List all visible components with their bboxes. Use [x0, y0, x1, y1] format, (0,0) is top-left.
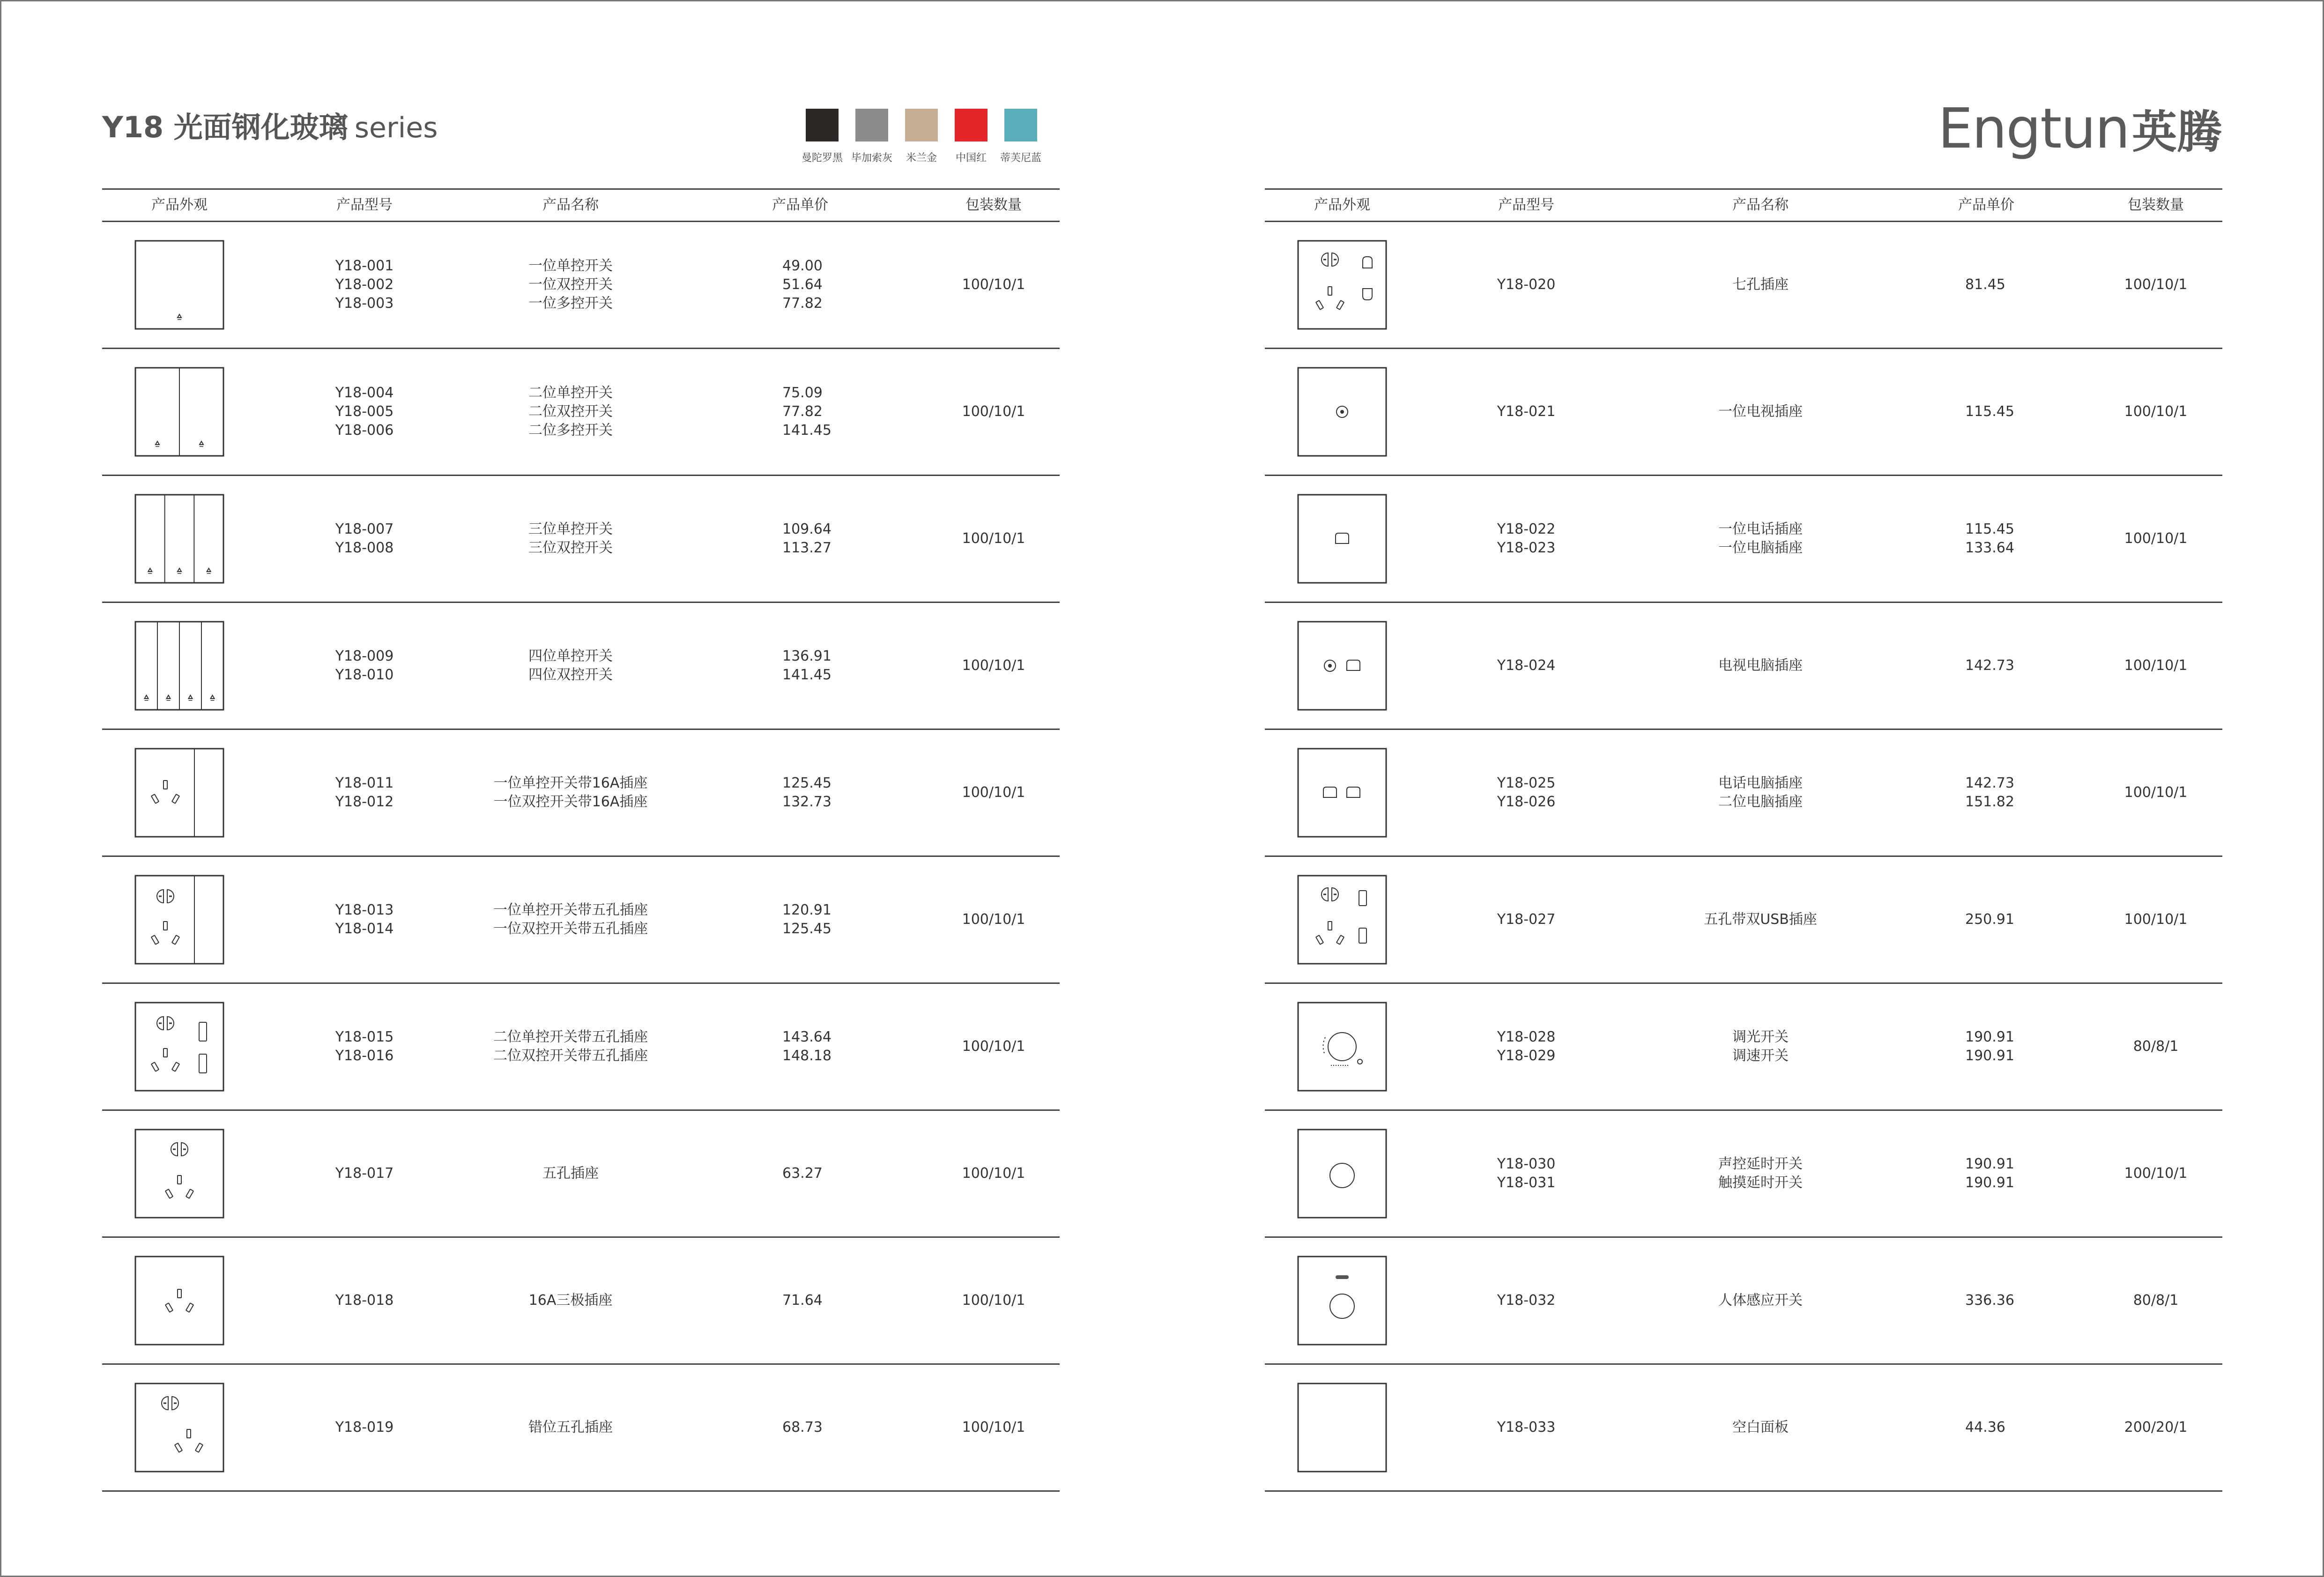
- name-cell-line: 调速开关: [1732, 1048, 1789, 1064]
- pack-cell: [2124, 857, 2188, 982]
- model-cell: [1497, 349, 1556, 475]
- model-cell: [1497, 730, 1556, 855]
- name-cell: [1718, 730, 1803, 855]
- model-cell-line: Y18-018: [335, 1292, 394, 1309]
- model-cell-line: Y18-029: [1497, 1048, 1556, 1064]
- model-cell-line: Y18-023: [1497, 540, 1556, 556]
- product-table-right: [1265, 188, 2222, 1492]
- model-cell: [1497, 1238, 1556, 1363]
- price-cell: [782, 857, 832, 982]
- model-cell: [1497, 984, 1556, 1109]
- pack-cell: [962, 1238, 1025, 1363]
- price-cell-line: 77.82: [782, 403, 823, 420]
- name-cell: [528, 222, 613, 348]
- name-cell: [542, 1111, 599, 1236]
- model-cell: [335, 1365, 394, 1490]
- table-row: [1265, 1365, 2222, 1492]
- model-cell-line: Y18-013: [335, 902, 394, 918]
- table-row: [102, 857, 1060, 984]
- table-row: [102, 349, 1060, 476]
- name-cell-line: 一位单控开关带16A插座: [493, 775, 648, 791]
- price-cell-line: 77.82: [782, 295, 823, 312]
- model-cell-line: Y18-021: [1497, 403, 1556, 420]
- model-cell-line: Y18-028: [1497, 1029, 1556, 1045]
- motion-sensor-switch-panel-icon: [1297, 1256, 1387, 1346]
- name-cell: [1732, 1365, 1789, 1490]
- model-cell-line: Y18-024: [1497, 657, 1556, 674]
- name-cell-line: 三位双控开关: [528, 540, 613, 556]
- pack-cell-value: 100/10/1: [962, 1419, 1025, 1436]
- price-cell: [1965, 603, 2014, 729]
- pack-cell-value: 80/8/1: [2133, 1038, 2179, 1055]
- name-cell: [1704, 857, 1817, 982]
- brand-logo: [1938, 96, 2222, 161]
- price-cell: [1965, 222, 2005, 348]
- model-cell-line: Y18-007: [335, 521, 394, 537]
- price-cell: [782, 730, 832, 855]
- model-cell-line: Y18-015: [335, 1029, 394, 1045]
- name-cell: [493, 857, 648, 982]
- pack-cell-value: 100/10/1: [962, 657, 1025, 674]
- model-cell-line: Y18-026: [1497, 794, 1556, 810]
- pack-cell: [2124, 222, 2188, 348]
- pack-cell: [962, 857, 1025, 982]
- model-cell: [335, 1111, 394, 1236]
- name-cell-line: 五孔带双USB插座: [1704, 911, 1817, 928]
- model-cell-line: Y18-014: [335, 921, 394, 937]
- price-cell-line: 51.64: [782, 276, 823, 293]
- tv-computer-socket-panel-icon: [1297, 621, 1387, 711]
- price-cell-line: 142.73: [1965, 657, 2014, 674]
- price-cell-line: 151.82: [1965, 794, 2014, 810]
- model-cell: [335, 984, 394, 1109]
- one-gang-switch-panel-icon: [134, 240, 224, 330]
- price-cell: [1965, 1365, 2005, 1490]
- two-switch-with-five-hole-socket-panel-icon: [134, 1002, 224, 1092]
- pack-cell-value: 100/10/1: [2124, 276, 2188, 293]
- model-cell-line: Y18-022: [1497, 521, 1556, 537]
- model-cell: [335, 222, 394, 348]
- model-cell-line: Y18-011: [335, 775, 394, 791]
- model-cell: [1497, 1111, 1556, 1236]
- model-cell-line: Y18-009: [335, 648, 394, 664]
- model-cell-line: Y18-027: [1497, 911, 1556, 928]
- table-row: [1265, 984, 2222, 1111]
- pack-cell: [2124, 603, 2188, 729]
- model-cell-line: Y18-025: [1497, 775, 1556, 791]
- phone-computer-socket-panel-icon: [1297, 494, 1387, 584]
- tv-socket-panel-icon: [1297, 367, 1387, 457]
- price-cell-line: 142.73: [1965, 775, 2014, 791]
- price-cell-line: 113.27: [782, 540, 832, 556]
- pack-cell: [962, 476, 1025, 602]
- three-gang-switch-panel-icon: [134, 494, 224, 584]
- model-cell: [335, 857, 394, 982]
- model-cell: [1497, 603, 1556, 729]
- header-name: 产品名称: [542, 197, 599, 213]
- pack-cell: [2133, 1238, 2179, 1363]
- model-cell-line: Y18-002: [335, 276, 394, 293]
- name-cell-line: 16A三极插座: [528, 1292, 613, 1309]
- model-cell-line: Y18-031: [1497, 1175, 1556, 1191]
- model-cell-line: Y18-030: [1497, 1156, 1556, 1172]
- name-cell: [529, 1238, 613, 1363]
- pack-cell: [962, 349, 1025, 475]
- brand-logo-cjk: 英腾: [2132, 106, 2222, 158]
- color-swatch-box: [1004, 109, 1037, 141]
- name-cell: [1718, 349, 1803, 475]
- model-cell: [1497, 476, 1556, 602]
- name-cell-line: 一位单控开关: [528, 258, 613, 274]
- color-swatch-box: [806, 109, 839, 141]
- name-cell-line: 人体感应开关: [1718, 1292, 1803, 1309]
- color-swatch-name: 中国红: [955, 152, 987, 164]
- price-cell-line: 75.09: [782, 385, 823, 401]
- pack-cell: [962, 984, 1025, 1109]
- name-cell-line: 一位电话插座: [1718, 521, 1803, 537]
- name-cell-line: 一位电脑插座: [1718, 540, 1803, 556]
- model-cell-line: Y18-017: [335, 1165, 394, 1182]
- price-cell-line: 115.45: [1965, 521, 2014, 537]
- page-title: [102, 104, 438, 146]
- name-cell-line: 二位单控开关: [528, 385, 613, 401]
- name-cell-line: 电视电脑插座: [1718, 657, 1803, 674]
- blank-panel-icon: [1297, 1383, 1387, 1473]
- table-header: [102, 188, 1060, 222]
- price-cell-line: 148.18: [782, 1048, 832, 1064]
- price-cell-line: 190.91: [1965, 1029, 2014, 1045]
- name-cell: [493, 984, 648, 1109]
- price-cell-line: 115.45: [1965, 403, 2014, 420]
- price-cell-line: 141.45: [782, 667, 832, 683]
- price-cell-line: 136.91: [782, 648, 832, 664]
- price-cell-line: 132.73: [782, 794, 832, 810]
- color-swatch-name: 蒂芙尼蓝: [1000, 152, 1042, 164]
- price-cell-line: 190.91: [1965, 1048, 2014, 1064]
- price-cell: [782, 603, 832, 729]
- name-cell-line: 一位双控开关: [528, 276, 613, 293]
- header-appearance: 产品外观: [151, 197, 208, 213]
- price-cell: [782, 476, 832, 602]
- table-row: [1265, 1111, 2222, 1238]
- model-cell-line: Y18-005: [335, 403, 394, 420]
- price-cell-line: 336.36: [1965, 1292, 2014, 1309]
- 16a-three-pin-socket-panel-icon: [134, 1256, 224, 1346]
- model-cell: [1497, 222, 1556, 348]
- table-row: [1265, 222, 2222, 349]
- price-cell: [782, 984, 832, 1109]
- name-cell-line: 二位多控开关: [528, 422, 613, 439]
- price-cell-line: 141.45: [782, 422, 832, 439]
- table-row: [1265, 1238, 2222, 1365]
- header-name: 产品名称: [1732, 197, 1789, 213]
- color-swatches: [802, 109, 1042, 164]
- table-row: [1265, 476, 2222, 603]
- color-swatch-name: 米兰金: [906, 152, 937, 164]
- model-cell-line: Y18-033: [1497, 1419, 1556, 1436]
- price-cell: [1965, 857, 2014, 982]
- price-cell-line: 125.45: [782, 775, 832, 791]
- pack-cell-value: 100/10/1: [962, 911, 1025, 928]
- name-cell: [1718, 476, 1803, 602]
- color-swatch: [1000, 109, 1042, 164]
- seven-hole-socket-panel-icon: [1297, 240, 1387, 330]
- color-swatch-name: 毕加索灰: [851, 152, 893, 164]
- pack-cell-value: 100/10/1: [2124, 1165, 2188, 1182]
- name-cell-line: 五孔插座: [542, 1165, 599, 1182]
- header-pack: 包装数量: [965, 197, 1022, 213]
- dual-data-socket-panel-icon: [1297, 748, 1387, 838]
- name-cell: [1718, 1111, 1803, 1236]
- model-cell-line: Y18-032: [1497, 1292, 1556, 1309]
- name-cell-line: 声控延时开关: [1718, 1156, 1803, 1172]
- color-swatch: [955, 109, 988, 164]
- name-cell: [1732, 222, 1789, 348]
- header-price: 产品单价: [1958, 197, 2014, 213]
- model-cell-line: Y18-019: [335, 1419, 394, 1436]
- price-cell-line: 190.91: [1965, 1175, 2014, 1191]
- name-cell-line: 一位双控开关带五孔插座: [493, 921, 648, 937]
- name-cell: [528, 349, 613, 475]
- product-table-left: [102, 188, 1060, 1492]
- price-cell-line: 49.00: [782, 258, 823, 274]
- pack-cell-value: 100/10/1: [2124, 784, 2188, 801]
- model-cell: [1497, 1365, 1556, 1490]
- pack-cell-value: 100/10/1: [962, 1292, 1025, 1309]
- table-row: [1265, 730, 2222, 857]
- model-cell-line: Y18-004: [335, 385, 394, 401]
- model-cell: [335, 476, 394, 602]
- header-model: 产品型号: [336, 197, 393, 213]
- model-cell-line: Y18-010: [335, 667, 394, 683]
- two-gang-switch-panel-icon: [134, 367, 224, 457]
- price-cell: [1965, 349, 2014, 475]
- pack-cell: [962, 730, 1025, 855]
- table-row: [1265, 349, 2222, 476]
- header-model: 产品型号: [1498, 197, 1554, 213]
- name-cell-line: 二位单控开关带五孔插座: [493, 1029, 648, 1045]
- price-cell: [1965, 1238, 2014, 1363]
- name-cell-line: 一位电视插座: [1718, 403, 1803, 420]
- price-cell-line: 143.64: [782, 1029, 832, 1045]
- price-cell-line: 125.45: [782, 921, 832, 937]
- table-row: [102, 1238, 1060, 1365]
- pack-cell: [962, 603, 1025, 729]
- price-cell-line: 68.73: [782, 1419, 823, 1436]
- pack-cell-value: 100/10/1: [962, 530, 1025, 547]
- color-swatch: [851, 109, 893, 164]
- pack-cell: [2124, 476, 2188, 602]
- name-cell-line: 二位双控开关带五孔插座: [493, 1048, 648, 1064]
- price-cell-line: 44.36: [1965, 1419, 2005, 1436]
- price-cell-line: 120.91: [782, 902, 832, 918]
- price-cell-line: 190.91: [1965, 1156, 2014, 1172]
- price-cell-line: 81.45: [1965, 276, 2005, 293]
- pack-cell: [962, 222, 1025, 348]
- price-cell-line: 250.91: [1965, 911, 2014, 928]
- name-cell: [1718, 1238, 1803, 1363]
- name-cell-line: 二位双控开关: [528, 403, 613, 420]
- table-row: [102, 603, 1060, 730]
- name-cell-line: 七孔插座: [1732, 276, 1789, 293]
- name-cell-line: 电话电脑插座: [1718, 775, 1803, 791]
- table-row: [1265, 857, 2222, 984]
- price-cell-line: 71.64: [782, 1292, 823, 1309]
- name-cell-line: 二位电脑插座: [1718, 794, 1803, 810]
- price-cell: [1965, 1111, 2014, 1236]
- delay-switch-panel-icon: [1297, 1129, 1387, 1219]
- price-cell: [782, 1365, 823, 1490]
- name-cell-line: 触摸延时开关: [1718, 1175, 1803, 1191]
- color-swatch-name: 曼陀罗黑: [802, 152, 843, 164]
- price-cell-line: 109.64: [782, 521, 832, 537]
- table-header: [1265, 188, 2222, 222]
- pack-cell-value: 100/10/1: [2124, 530, 2188, 547]
- five-hole-socket-panel-icon: [134, 1129, 224, 1219]
- pack-cell: [2133, 984, 2179, 1109]
- pack-cell: [2124, 349, 2188, 475]
- name-cell-line: 一位多控开关: [528, 295, 613, 312]
- price-cell-line: 63.27: [782, 1165, 823, 1182]
- table-row: [102, 984, 1060, 1111]
- offset-five-hole-socket-panel-icon: [134, 1383, 224, 1473]
- price-cell: [1965, 984, 2014, 1109]
- header-price: 产品单价: [772, 197, 828, 213]
- pack-cell-value: 200/20/1: [2124, 1419, 2188, 1436]
- pack-cell-value: 100/10/1: [962, 1165, 1025, 1182]
- header-pack: 包装数量: [2128, 197, 2184, 213]
- price-cell-line: 133.64: [1965, 540, 2014, 556]
- name-cell-line: 四位双控开关: [528, 667, 613, 683]
- model-cell: [335, 1238, 394, 1363]
- model-cell: [335, 349, 394, 475]
- price-cell: [782, 1111, 823, 1236]
- switch-with-16a-socket-panel-icon: [134, 748, 224, 838]
- series-title: Y18 光面钢化玻璃: [102, 110, 348, 144]
- name-cell: [1718, 603, 1803, 729]
- name-cell: [528, 603, 613, 729]
- brand-logo-latin: Engtun: [1938, 96, 2129, 161]
- model-cell: [1497, 857, 1556, 982]
- switch-with-five-hole-socket-panel-icon: [134, 875, 224, 965]
- pack-cell-value: 80/8/1: [2133, 1292, 2179, 1309]
- pack-cell: [2124, 1365, 2188, 1490]
- pack-cell-value: 100/10/1: [2124, 911, 2188, 928]
- model-cell: [335, 730, 394, 855]
- name-cell-line: 三位单控开关: [528, 521, 613, 537]
- color-swatch: [802, 109, 843, 164]
- price-cell: [782, 349, 832, 475]
- table-row: [102, 222, 1060, 349]
- pack-cell-value: 100/10/1: [962, 1038, 1025, 1055]
- model-cell-line: Y18-008: [335, 540, 394, 556]
- price-cell: [782, 222, 823, 348]
- pack-cell: [962, 1365, 1025, 1490]
- name-cell-line: 一位单控开关带五孔插座: [493, 902, 648, 918]
- name-cell-line: 四位单控开关: [528, 648, 613, 664]
- five-hole-dual-usb-socket-panel-icon: [1297, 875, 1387, 965]
- model-cell-line: Y18-016: [335, 1048, 394, 1064]
- table-row: [102, 476, 1060, 603]
- name-cell-line: 错位五孔插座: [528, 1419, 613, 1436]
- model-cell-line: Y18-001: [335, 258, 394, 274]
- table-row: [102, 730, 1060, 857]
- header-appearance: 产品外观: [1314, 197, 1370, 213]
- color-swatch-box: [955, 109, 988, 141]
- model-cell-line: Y18-006: [335, 422, 394, 439]
- pack-cell-value: 100/10/1: [962, 276, 1025, 293]
- pack-cell: [2124, 1111, 2188, 1236]
- name-cell-line: 空白面板: [1732, 1419, 1789, 1436]
- table-row: [102, 1111, 1060, 1238]
- model-cell-line: Y18-012: [335, 794, 394, 810]
- price-cell: [1965, 730, 2014, 855]
- pack-cell: [962, 1111, 1025, 1236]
- pack-cell-value: 100/10/1: [2124, 657, 2188, 674]
- color-swatch: [905, 109, 938, 164]
- pack-cell-value: 100/10/1: [962, 784, 1025, 801]
- color-swatch-box: [855, 109, 888, 141]
- name-cell: [528, 1365, 613, 1490]
- price-cell: [1965, 476, 2014, 602]
- name-cell: [1732, 984, 1789, 1109]
- name-cell: [494, 730, 648, 855]
- model-cell-line: Y18-003: [335, 295, 394, 312]
- series-label: series: [354, 112, 438, 144]
- table-row: [1265, 603, 2222, 730]
- name-cell-line: 调光开关: [1732, 1029, 1789, 1045]
- pack-cell: [2124, 730, 2188, 855]
- dimmer-knob-panel-icon: [1297, 1002, 1387, 1092]
- table-row: [102, 1365, 1060, 1492]
- price-cell: [782, 1238, 823, 1363]
- model-cell-line: Y18-020: [1497, 276, 1556, 293]
- name-cell-line: 一位双控开关带16A插座: [493, 794, 648, 810]
- color-swatch-box: [905, 109, 938, 141]
- pack-cell-value: 100/10/1: [2124, 403, 2188, 420]
- model-cell: [335, 603, 394, 729]
- pack-cell-value: 100/10/1: [962, 403, 1025, 420]
- name-cell: [528, 476, 613, 602]
- four-gang-switch-panel-icon: [134, 621, 224, 711]
